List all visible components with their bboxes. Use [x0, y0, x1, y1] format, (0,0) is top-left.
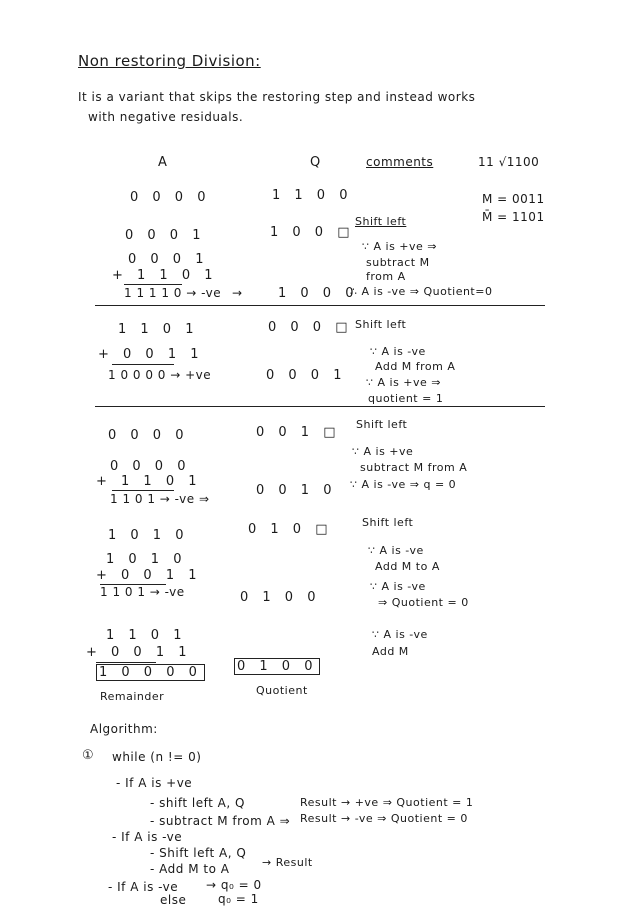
s4-comment-5: ⇒ Quotient = 0 [378, 596, 469, 609]
final-a: 1 1 0 1 [106, 628, 187, 643]
s1-comment-2: ∵ A is +ve ⇒ [362, 240, 438, 253]
s2-comment-4: ∵ A is +ve ⇒ [366, 376, 442, 389]
s3-op-b: + 1 1 0 1 [96, 474, 202, 489]
intro-line-2: with negative residuals. [88, 110, 244, 124]
s3-comment-4: ∵ A is -ve ⇒ q = 0 [350, 478, 457, 491]
s2-shift-q: 0 0 0 □ [268, 320, 353, 335]
final-quotient-value: 0 1 0 0 [234, 658, 320, 675]
algorithm-shift-negative: - Shift left A, Q [150, 846, 247, 860]
final-comment-1: ∵ A is -ve [372, 628, 428, 641]
s4-shift-q: 0 1 0 □ [248, 522, 333, 537]
s1-comment-4: from A [366, 270, 406, 283]
s3-shift-q: 0 0 1 □ [256, 425, 341, 440]
s4-result: 1 1 0 1 → -ve [100, 585, 185, 599]
page-title: Non restoring Division: [78, 52, 261, 70]
division-setup: 11 √1100 [478, 155, 540, 169]
s2-comment-5: quotient = 1 [368, 392, 444, 405]
quotient-label: Quotient [256, 684, 308, 697]
s1-shift-q: 1 0 0 □ [270, 225, 355, 240]
s1-result-q: 1 0 0 0 [278, 286, 359, 301]
s4-comment-2: ∵ A is -ve [368, 544, 424, 557]
final-op-b: + 0 0 1 1 [86, 645, 192, 660]
s4-result-q: 0 1 0 0 [240, 590, 321, 605]
s2-comment-2: ∵ A is -ve [370, 345, 426, 358]
s2-result: 1 0 0 0 0 → +ve [108, 368, 212, 382]
s1-arrow: → [232, 286, 243, 300]
s2-op-b: + 0 0 1 1 [98, 347, 204, 362]
algorithm-if-negative: - If A is -ve [112, 830, 183, 844]
s2-sum-rule [112, 364, 174, 365]
final-sum-rule [96, 662, 156, 663]
algorithm-subtract: - subtract M from A ⇒ [150, 814, 291, 828]
algorithm-result-arrow: → Result [262, 856, 313, 869]
s3-comment-3: subtract M from A [360, 461, 468, 474]
divider-2 [95, 406, 545, 407]
algorithm-else: else [160, 893, 187, 907]
s2-comment-1: Shift left [355, 318, 407, 331]
s3-comment-1: Shift left [356, 418, 408, 431]
s4-shift-a: 1 0 1 0 [108, 528, 189, 543]
s1-comment-5: ∴ A is -ve ⇒ Quotient=0 [350, 285, 493, 298]
init-q: 1 1 0 0 [272, 188, 353, 203]
s4-comment-3: Add M to A [375, 560, 440, 573]
s4-comment-4: ∵ A is -ve [370, 580, 426, 593]
s1-sum-rule [124, 284, 182, 285]
remainder-label: Remainder [100, 690, 165, 703]
algorithm-if-positive: - If A is +ve [116, 776, 193, 790]
s3-comment-2: ∵ A is +ve [352, 445, 414, 458]
s1-comment-1: Shift left [355, 215, 407, 228]
algorithm-if-last: - If A is -ve [108, 880, 179, 894]
s2-result-q: 0 0 0 1 [266, 368, 347, 383]
algorithm-while: while (n != 0) [112, 750, 202, 764]
init-a: 0 0 0 0 [130, 190, 211, 205]
s4-op-b: + 0 0 1 1 [96, 568, 202, 583]
s3-sum-rule [112, 490, 174, 491]
s3-result-q: 0 0 1 0 [256, 483, 337, 498]
header-comments: comments [366, 155, 434, 169]
s3-result: 1 1 0 1 → -ve ⇒ [110, 492, 210, 506]
s1-result: 1 1 1 1 0 → -ve [124, 286, 222, 300]
s3-op-a: 0 0 0 0 [110, 459, 191, 474]
final-comment-2: Add M [372, 645, 409, 658]
algorithm-shift-positive: - shift left A, Q [150, 796, 245, 810]
s1-op-a: 0 0 0 1 [128, 252, 209, 267]
divisor-m: M = 0011 [482, 192, 545, 206]
s1-shift-a: 0 0 0 1 [125, 228, 206, 243]
divisor-m-complement: M̄ = 1101 [482, 210, 545, 224]
header-a: A [158, 155, 168, 170]
s2-comment-3: Add M from A [375, 360, 456, 373]
s4-op-a: 1 0 1 0 [106, 552, 187, 567]
algorithm-add: - Add M to A [150, 862, 230, 876]
s1-comment-3: subtract M [366, 256, 430, 269]
s1-op-b: + 1 1 0 1 [112, 268, 218, 283]
s3-shift-a: 0 0 0 0 [108, 428, 189, 443]
intro-line-1: It is a variant that skips the restoring step and instead works [78, 90, 476, 104]
algorithm-q0-one: q₀ = 1 [218, 892, 259, 906]
s2-shift-a: 1 1 0 1 [118, 322, 199, 337]
divider-1 [95, 305, 545, 306]
algorithm-step-number: ① [82, 748, 95, 763]
algorithm-q0-zero: → q₀ = 0 [206, 878, 262, 892]
algorithm-result-positive: Result → +ve ⇒ Quotient = 1 [300, 796, 474, 809]
algorithm-heading: Algorithm: [90, 722, 158, 736]
header-q: Q [310, 155, 321, 170]
final-remainder-value: 1 0 0 0 0 [96, 664, 205, 681]
algorithm-result-negative: Result → -ve ⇒ Quotient = 0 [300, 812, 468, 825]
s4-comment-1: Shift left [362, 516, 414, 529]
